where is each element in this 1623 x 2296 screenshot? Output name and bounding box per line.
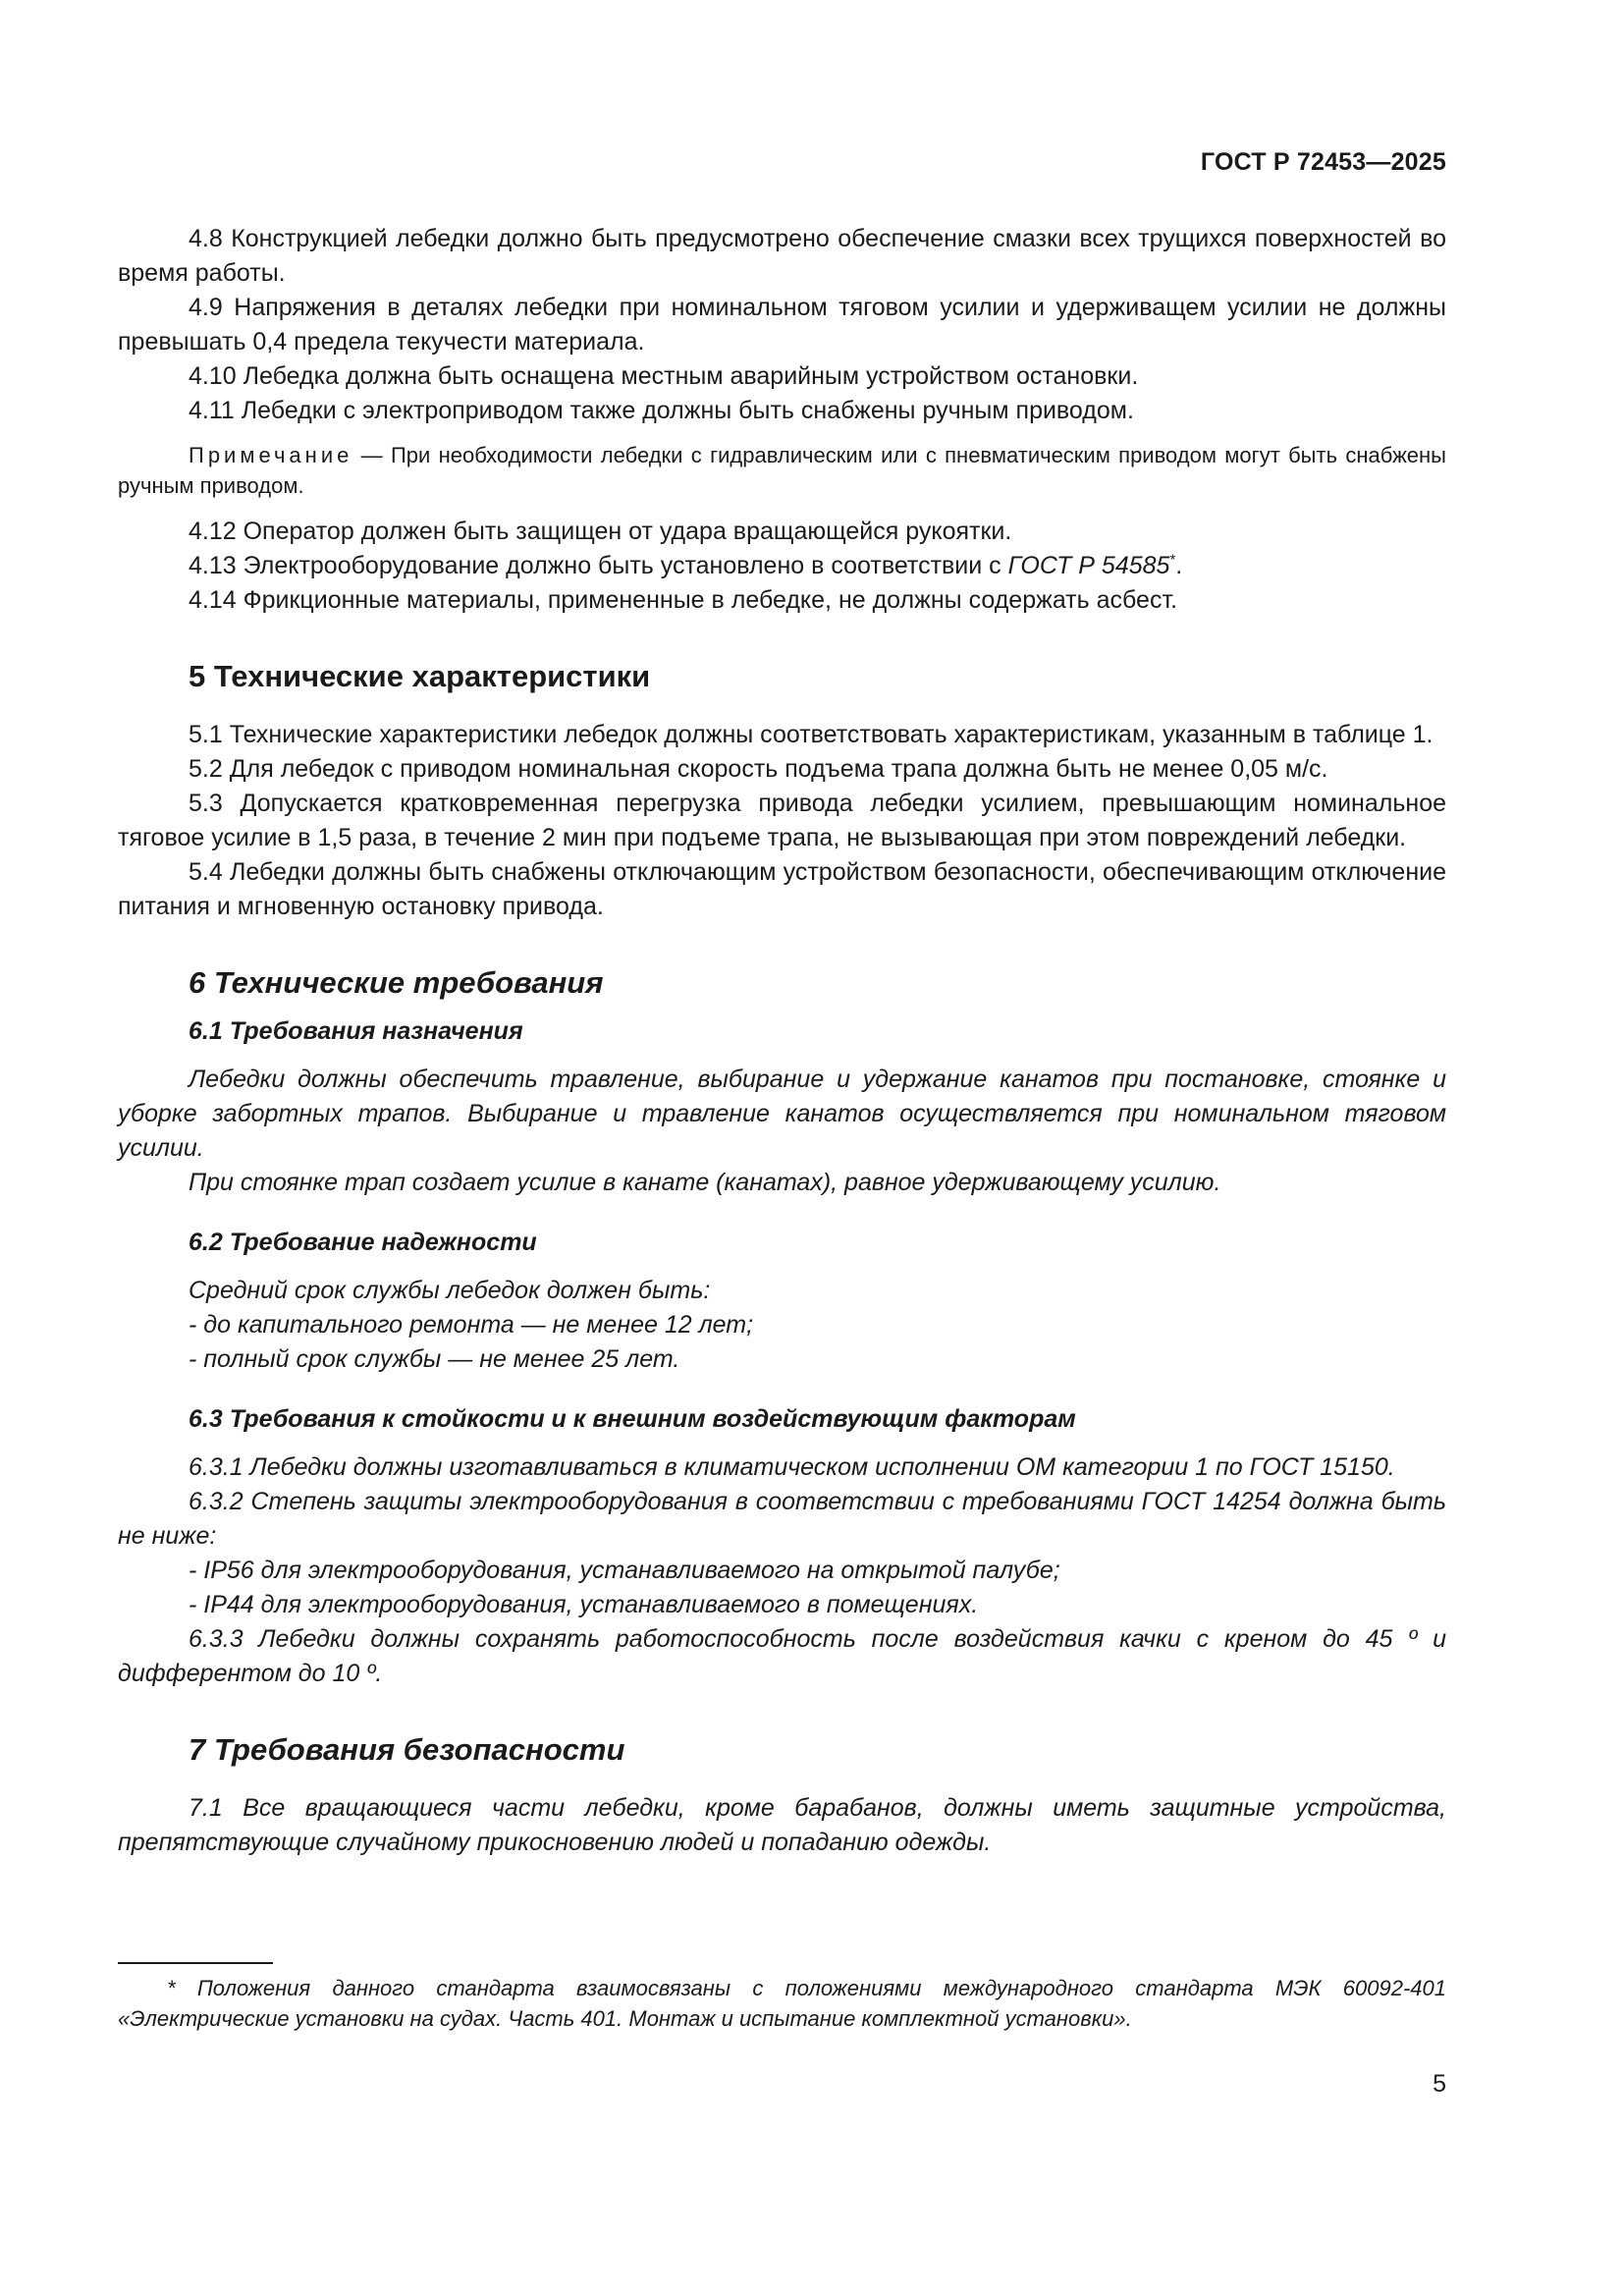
- note-text: — При необходимости лебедки с гидравлическим или с пневматическим приводом могут быть снабжены ручным приводом.: [118, 443, 1446, 498]
- clause-6-3-1: 6.3.1 Лебедки должны изготавливаться в климатическом исполнении ОМ категории 1 по ГОСТ 15150.: [189, 1453, 1395, 1481]
- subsection-6-1-title: 6.1 Требования назначения: [189, 1017, 523, 1045]
- clause-6-2-intro: Средний срок службы лебедок должен быть:: [189, 1277, 711, 1304]
- document-id-header: ГОСТ Р 72453—2025: [1200, 148, 1446, 176]
- clause-6-1-para-2: При стоянке трап создает усилие в канате (канатах), равное удерживающему усилию.: [189, 1169, 1221, 1196]
- clause-4-8: 4.8 Конструкцией лебедки должно быть предусмотрено обеспечение смазки всех трущихся поверхностей во время работы.: [118, 225, 1446, 287]
- clause-6-3-2: 6.3.2 Степень защиты электрооборудования в соответствии с требованиями ГОСТ 14254 должна быть не ниже:: [118, 1488, 1446, 1550]
- clause-5-2: 5.2 Для лебедок с приводом номинальная скорость подъема трапа должна быть не менее 0,05 м/с.: [189, 755, 1328, 783]
- footnote-separator: [118, 1962, 273, 1964]
- clause-4-9: 4.9 Напряжения в деталях лебедки при номинальном тяговом усилии и удерживащем усилии не должны превышать 0,4 предела текучести материала.: [118, 294, 1446, 355]
- section-6-title: 6 Технические требования: [189, 965, 604, 1000]
- list-item: - до капитального ремонта — не менее 12 лет;: [189, 1311, 754, 1339]
- section-5-title: 5 Технические характеристики: [189, 659, 651, 693]
- clause-4-12: 4.12 Оператор должен быть защищен от удара вращающейся рукоятки.: [189, 518, 1012, 545]
- footnote-marker: *: [1169, 551, 1176, 569]
- clause-5-4: 5.4 Лебедки должны быть снабжены отключающим устройством безопасности, обеспечивающим отключение питания и мгновенную остановку привода.: [118, 858, 1446, 920]
- page-number: 5: [1433, 2070, 1446, 2098]
- section-7-title: 7 Требования безопасности: [189, 1732, 625, 1767]
- clause-6-1-para-1: Лебедки должны обеспечить травление, выбирание и удержание канатов при постановке, стоянке и уборке забортных трапов. Выбирание и травление канатов осуществляется при номинальном тяговом усилии.: [118, 1066, 1446, 1162]
- list-item: - IP44 для электрооборудования, устанавливаемого в помещениях.: [189, 1591, 979, 1618]
- clause-4-11: 4.11 Лебедки с электроприводом также должны быть снабжены ручным приводом.: [189, 397, 1134, 424]
- list-item: - полный срок службы — не менее 25 лет.: [189, 1345, 680, 1373]
- clause-4-14: 4.14 Фрикционные материалы, примененные в лебедке, не должны содержать асбест.: [189, 586, 1178, 614]
- clause-5-1: 5.1 Технические характеристики лебедок должны соответствовать характеристикам, указанным в таблице 1.: [189, 721, 1434, 748]
- note-label: Примечание: [189, 443, 353, 467]
- footnote: * Положения данного стандарта взаимосвязаны с положениями международного стандарта МЭК 60092-401 «Электрические установки на судах. Часть 401. Монтаж и испытание комплектной установки».: [118, 1976, 1446, 2031]
- clause-6-3-3: 6.3.3 Лебедки должны сохранять работоспособность после воздействия качки с креном до 45 º и дифферентом до 10 º.: [118, 1625, 1446, 1687]
- subsection-6-2-title: 6.2 Требование надежности: [189, 1229, 537, 1256]
- clause-4-10: 4.10 Лебедка должна быть оснащена местным аварийным устройством остановки.: [189, 362, 1139, 390]
- standard-link-gost-54585: ГОСТ Р 54585: [1007, 552, 1170, 579]
- list-item: - IP56 для электрооборудования, устанавливаемого на открытой палубе;: [189, 1557, 1060, 1584]
- clause-5-3: 5.3 Допускается кратковременная перегрузка привода лебедки усилием, превышающим номинальное тяговое усилие в 1,5 раза, в течение 2 мин при подъеме трапа, не вызывающая при этом повреждений лебедки.: [118, 790, 1446, 851]
- clause-4-13-end: .: [1175, 552, 1183, 579]
- clause-4-13-text: 4.13 Электрооборудование должно быть установлено в соответствии с: [189, 552, 1008, 579]
- clause-7-1: 7.1 Все вращающиеся части лебедки, кроме барабанов, должны иметь защитные устройства, препятствующие случайному прикосновению людей и попаданию одежды.: [118, 1794, 1446, 1856]
- subsection-6-3-title: 6.3 Требования к стойкости и к внешним воздействующим факторам: [189, 1405, 1076, 1433]
- clause-4-13: [118, 549, 1446, 583]
- note: [118, 440, 1446, 501]
- document-body: [118, 222, 1446, 1860]
